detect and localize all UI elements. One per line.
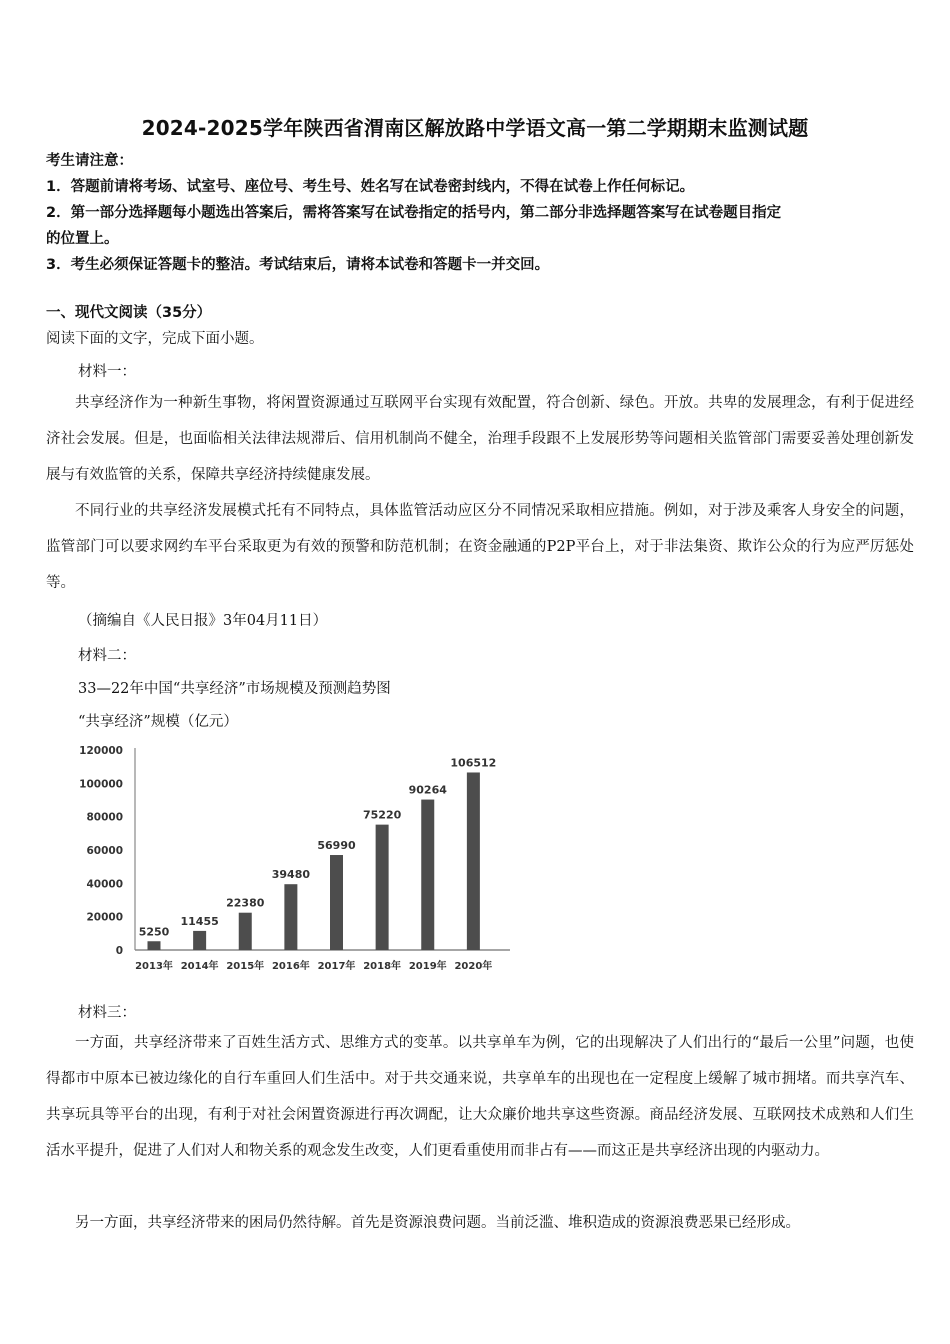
x-tick-label: 2019年 <box>408 961 447 972</box>
notice-block <box>46 148 916 278</box>
notice-header: 考生请注意： <box>46 153 133 169</box>
x-tick-label: 2020年 <box>454 961 493 972</box>
chart-bar <box>467 772 480 950</box>
chart-value-labels <box>139 756 497 938</box>
chart-bar <box>239 913 252 950</box>
notice-item-3: 3．考生必须保证答题卡的整洁。考试结束后，请将本试卷和答题卡一并交回。 <box>46 257 550 273</box>
y-tick-label: 80000 <box>86 811 123 824</box>
chart-caption: 33—22年中国“共享经济”市场规模及预测趋势图 <box>78 681 391 697</box>
material1-label: 材料一： <box>78 364 136 380</box>
x-tick-label: 2015年 <box>226 961 265 972</box>
x-tick-label: 2017年 <box>317 961 356 972</box>
material1-source: （摘编自《人民日报》3年04月11日） <box>78 613 328 629</box>
y-axis-ticks <box>79 745 123 957</box>
notice-item-2: 2．第一部分选择题每小题选出答案后，需将答案写在试卷指定的括号内，第二部分非选择题答案写在试卷题目指定 <box>46 205 782 221</box>
bar-value-label: 22380 <box>226 896 265 910</box>
material3-label: 材料三： <box>78 1005 136 1021</box>
y-tick-label: 100000 <box>79 778 123 791</box>
bar-value-label: 106512 <box>450 756 497 770</box>
chart-x-labels <box>135 959 492 972</box>
market-size-bar-chart <box>79 738 520 983</box>
chart-bar <box>284 884 297 950</box>
x-tick-label: 2013年 <box>135 961 173 972</box>
y-tick-label: 20000 <box>86 911 123 924</box>
bar-value-label: 5250 <box>138 925 170 939</box>
y-tick-label: 60000 <box>86 845 123 857</box>
material3-paragraph-2: 另一方面，共享经济带来的困局仍然待解。首先是资源浪费问题。当前泛滥、堆积造成的资源浪费恶果已经形成。 <box>75 1215 800 1231</box>
y-tick-label: 40000 <box>86 878 123 891</box>
section-heading: 一、现代文阅读（35分） <box>46 305 212 321</box>
chart-bar <box>421 800 434 950</box>
material1-paragraph-2: 不同行业的共享经济发展模式托有不同特点，具体监管活动应区分不同情况采取相应措施。例如，对于涉及乘客人身安全的问题，监管部门可以要求网约车平台采取更为有效的预警和防范机制；在资金融通的P2P平台上，对于非法集资、欺诈公众的行为应严厉惩处等。 <box>46 503 914 591</box>
bar-value-label: 11455 <box>180 914 219 928</box>
material3-paragraph-1: 一方面，共享经济带来了百姓生活方式、思维方式的变革。以共享单车为例，它的出现解决了人们出行的“最后一公里”问题，也使得都市中原本已被边缘化的自行车重回人们生活中。对于共交通来说，共享单车的出现也在一定程度上缓解了城市拥堵。而共享汽车、共享玩具等平台的出现，有利于对社会闲置资源进行再次调配，让大众廉价地共享这些资源。商品经济发展、互联网技术成熟和人们生活水平提升，促进了人们对人和物关系的观念发生改变，人们更看重使用而非占有——而这正是共享经济出现的内驱动力。 <box>46 1035 914 1159</box>
bar-value-label: 39480 <box>271 868 311 882</box>
instruction-text: 阅读下面的文字，完成下面小题。 <box>46 331 264 347</box>
bar-value-label: 75220 <box>362 808 402 822</box>
bar-value-label: 90264 <box>408 783 447 797</box>
y-tick-label: 120000 <box>79 745 123 757</box>
page-title: 2024-2025学年陕西省渭南区解放路中学语文高一第二学期期末监测试题 <box>141 116 809 140</box>
notice-item-2-cont: 的位置上。 <box>46 231 119 247</box>
bar-value-label: 56990 <box>317 839 356 853</box>
y-tick-label: 0 <box>115 945 123 957</box>
chart-bar <box>148 941 161 950</box>
chart-bar <box>193 931 206 950</box>
material1-paragraph-1: 共享经济作为一种新生事物，将闲置资源通过互联网平台实现有效配置，符合创新、绿色。开放。共卑的发展理念，有利于促进经济社会发展。但是，也面临相关法律法规滞后、信用机制尚不健全，治理手段跟不上发展形势等问题相关监管部门需要妥善处理创新发展与有效监管的关系，保障共享经济持续健康发展。 <box>46 395 914 483</box>
x-tick-label: 2014年 <box>180 961 219 972</box>
notice-item-1: 1．答题前请将考场、试室号、座位号、考生号、姓名写在试卷密封线内，不得在试卷上作任何标记。 <box>46 179 695 195</box>
chart-unit-label: “共享经济”规模（亿元） <box>78 714 238 730</box>
chart-bar <box>376 825 389 950</box>
material2-label: 材料二： <box>78 648 136 664</box>
x-tick-label: 2016年 <box>271 961 310 972</box>
x-tick-label: 2018年 <box>363 961 402 972</box>
chart-bar <box>330 855 343 950</box>
